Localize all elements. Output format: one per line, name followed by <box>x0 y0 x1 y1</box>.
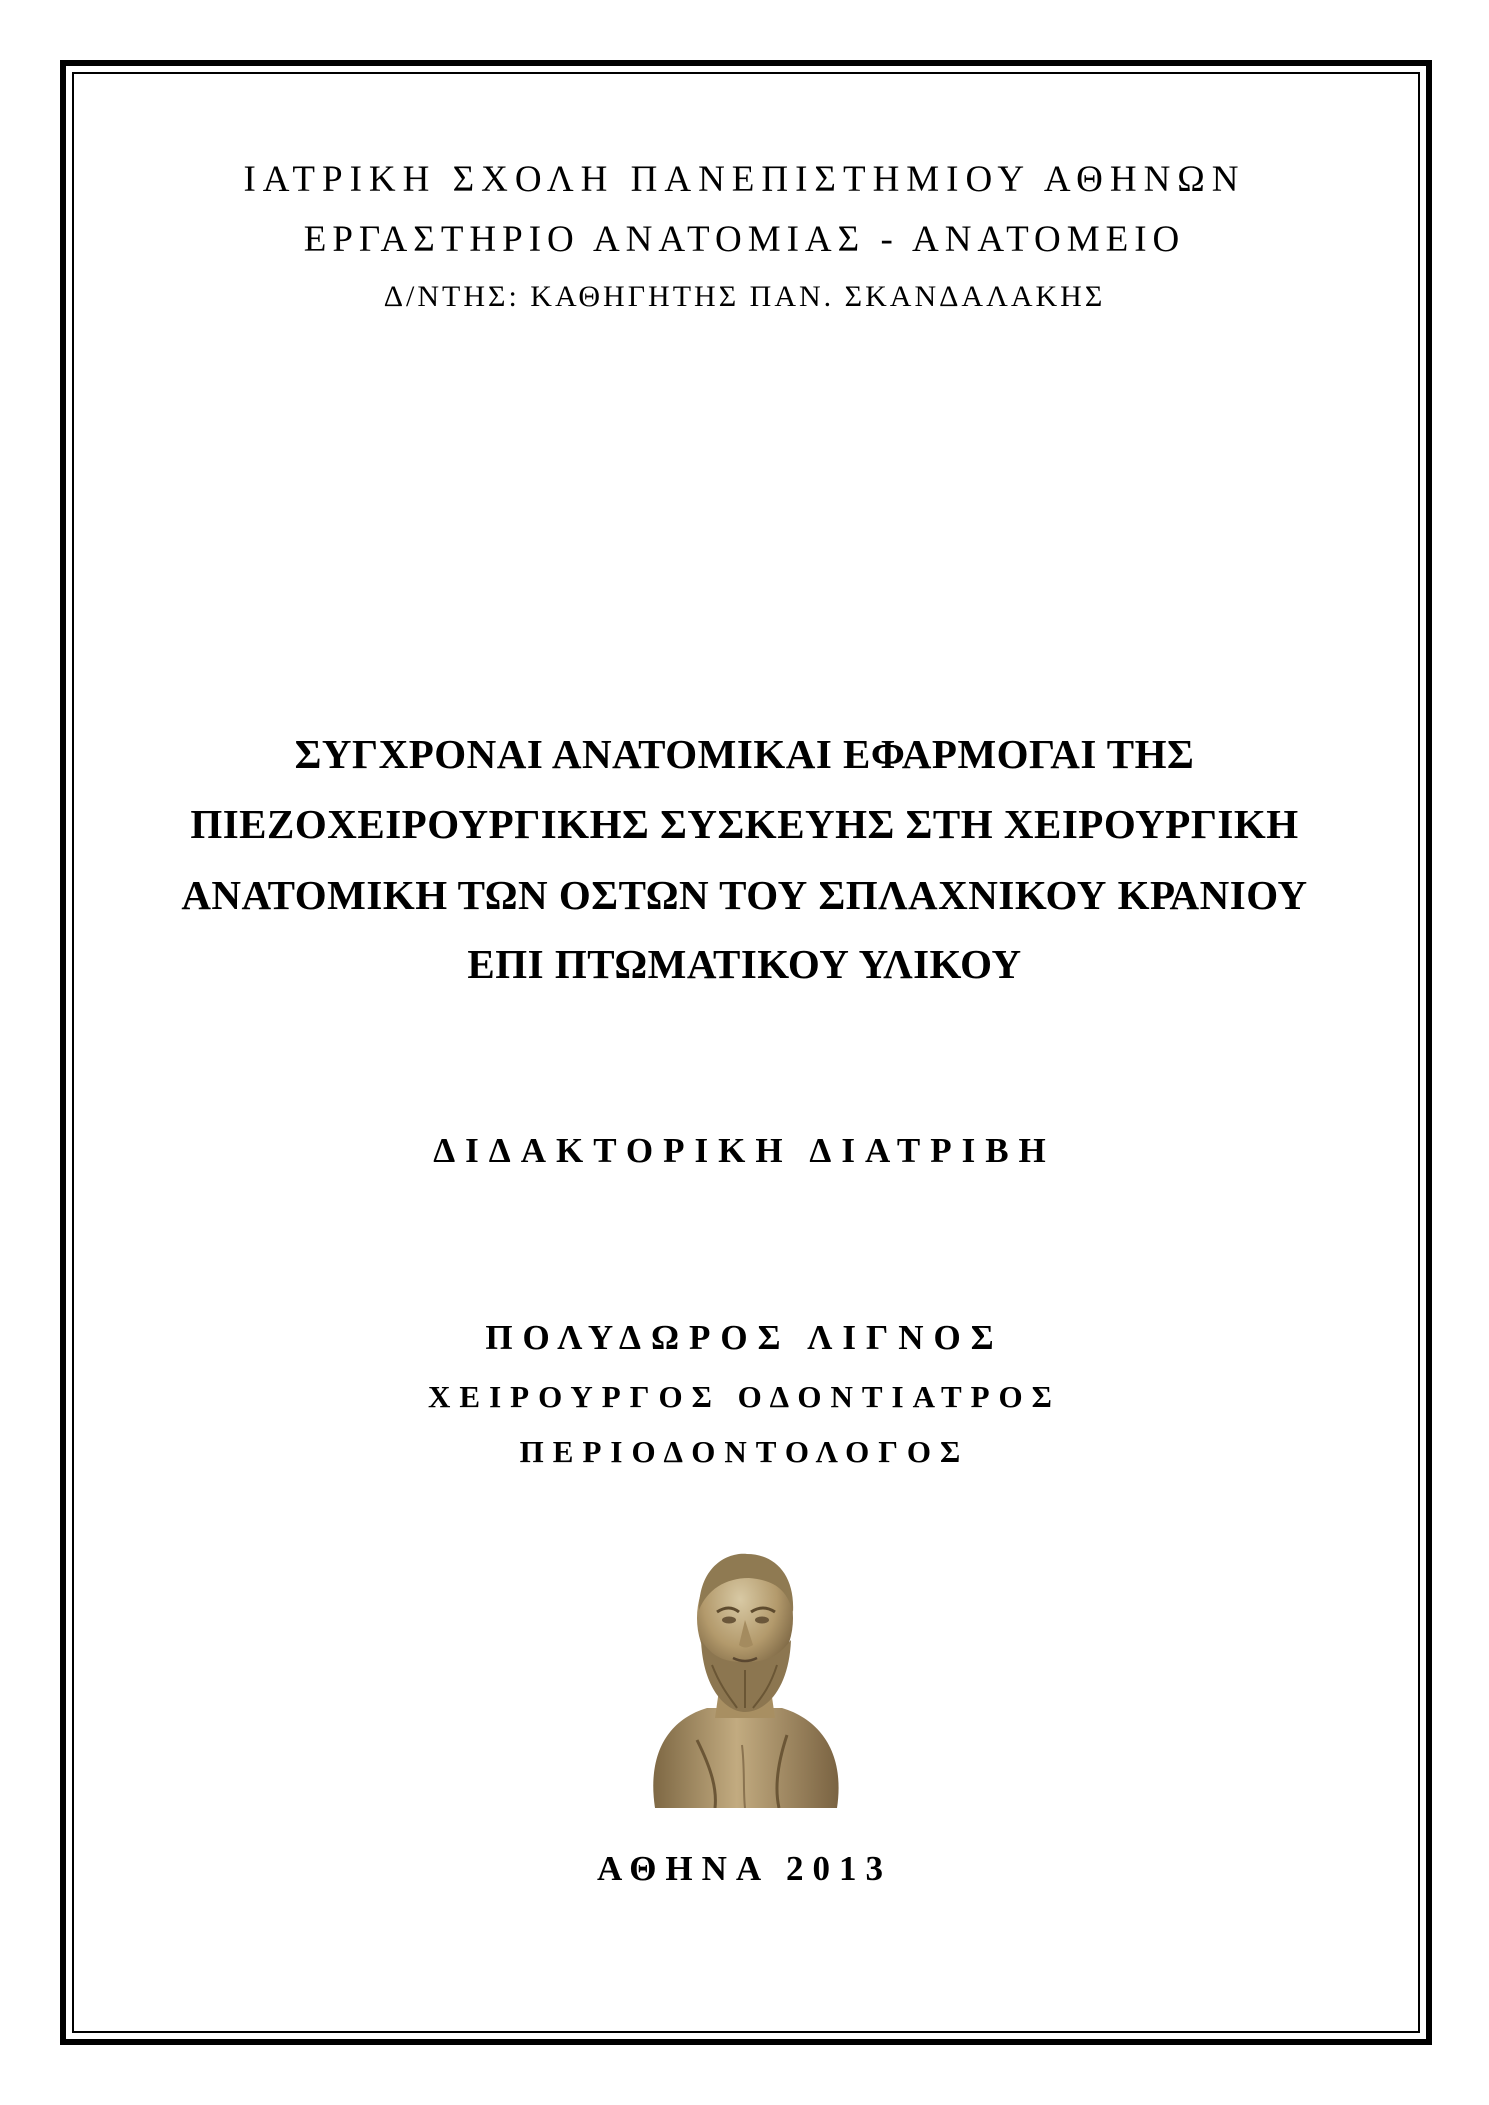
thesis-title-line-2: ΠΙΕΖΟΧΕΙΡΟΥΡΓΙΚΗΣ ΣΥΣΚΕΥΗΣ ΣΤΗ ΧΕΙΡΟΥΡΓΙΚΗ <box>190 801 1299 847</box>
institution-lab: ΕΡΓΑΣΤΗΡΙΟ ΑΝΑΤΟΜΙΑΣ - ΑΝΑΤΟΜΕΙΟ <box>303 219 1186 260</box>
institution-director: Δ/ΝΤΗΣ: ΚΑΘΗΓΗΤΗΣ ΠΑΝ. ΣΚΑΝΔΑΛΑΚΗΣ <box>383 280 1106 313</box>
author-role-dentist: ΧΕΙΡΟΥΡΓΟΣ ΟΔΟΝΤΙΑΤΡΟΣ <box>428 1379 1061 1414</box>
institution-school: ΙΑΤΡΙΚΗ ΣΧΟΛΗ ΠΑΝΕΠΙΣΤΗΜΙΟΥ ΑΘΗΝΩΝ <box>243 159 1246 200</box>
thesis-title-line-4: ΕΠΙ ΠΤΩΜΑΤΙΚΟΥ ΥΛΙΚΟΥ <box>467 941 1022 987</box>
author-role-periodontist: ΠΕΡΙΟΔΟΝΤΟΛΟΓΟΣ <box>519 1434 970 1469</box>
marble-bust-icon <box>637 1540 852 1808</box>
thesis-title-line-3: ΑΝΑΤΟΜΙΚΗ ΤΩΝ ΟΣΤΩΝ ΤΟΥ ΣΠΛΑΧΝΙΚΟΥ ΚΡΑΝΙΟΥ <box>181 872 1308 918</box>
place-year: ΑΘΗΝΑ 2013 <box>596 1849 893 1888</box>
thesis-type: ΔΙΔΑΚΤΟΡΙΚΗ ΔΙΑΤΡΙΒΗ <box>433 1131 1056 1170</box>
thesis-title-line-1: ΣΥΓΧΡΟΝΑΙ ΑΝΑΤΟΜΙΚΑΙ ΕΦΑΡΜΟΓΑΙ ΤΗΣ <box>294 731 1195 777</box>
author-name: ΠΟΛΥΔΩΡΟΣ ΛΙΓΝΟΣ <box>485 1318 1004 1357</box>
